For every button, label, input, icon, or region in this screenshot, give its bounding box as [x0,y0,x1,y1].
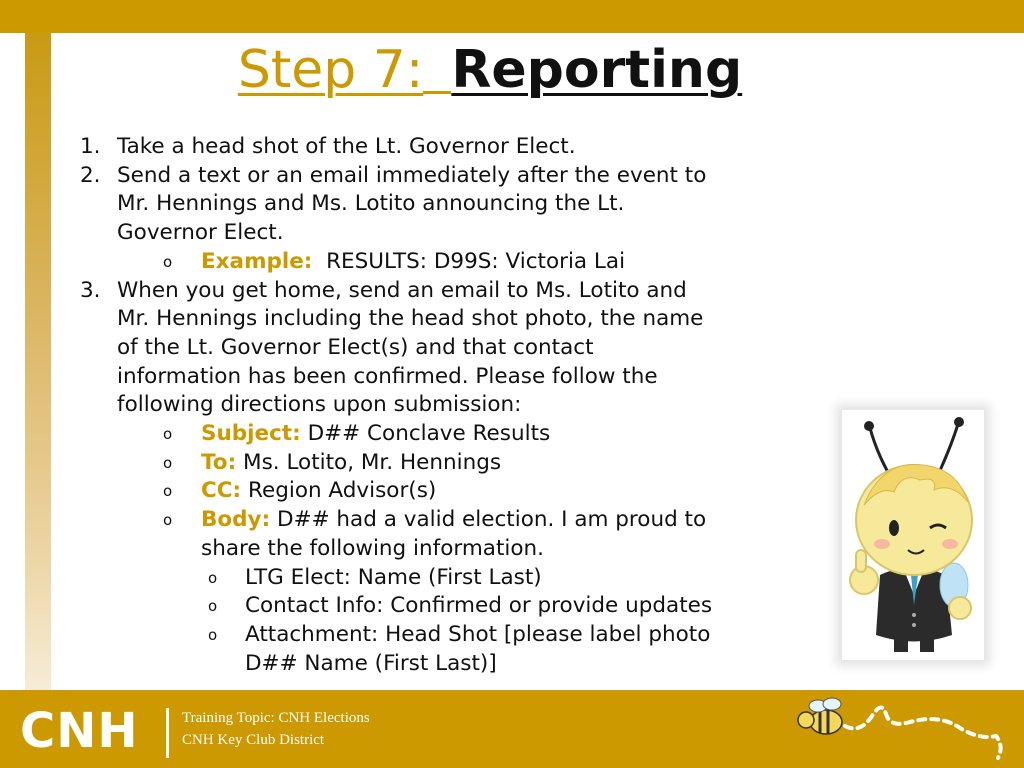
list-item-3-cont: information has been confirmed. Please follow the [117,363,658,389]
to-bullet: o To: Ms. Lotito, Mr. Hennings [163,449,502,475]
footer-line-1: Training Topic: CNH Elections [182,710,370,726]
body-cont: share the following information. [201,535,544,561]
example-label: Example: [201,248,313,274]
top-bar [0,0,1024,33]
list-item-3-cont: of the Lt. Governor Elect(s) and that contact [117,334,594,360]
cnh-logo: CNH [20,703,139,759]
body-subitem: o Attachment: Head Shot [please label photo [208,621,711,647]
title-topic: Reporting [451,40,743,100]
list-item-2-cont: Governor Elect. [117,220,284,246]
slide-title [0,38,980,102]
example-bullet: o Example: RESULTS: D99S: Victoria Lai [163,248,626,274]
list-item-2-cont: Mr. Hennings and Ms. Lotito announcing the Lt. [117,191,625,217]
cc-bullet: o CC: Region Advisor(s) [163,478,437,504]
body-subitem: o LTG Elect: Name (First Last) [208,564,542,590]
bee-trail-icon [790,692,1016,766]
list-item-2: 2. Send a text or an email immediately after the event to [80,162,707,188]
logo-divider [166,708,169,758]
body-bullet: o Body: D## had a valid election. I am proud to [163,507,707,533]
body-subitem: o Contact Info: Confirmed or provide updates [208,593,713,619]
footer-text [182,707,370,751]
mascot-frame [842,410,984,660]
slide-content [80,133,840,678]
title-step: Step 7: [237,40,424,100]
body-subitem-cont: D## Name (First Last)] [245,650,497,676]
footer-line-2: CNH Key Club District [182,732,325,748]
list-item-3-cont: following directions upon submission: [117,392,522,418]
list-item-3: 3. When you get home, send an email to Ms. Lotito and [80,277,687,303]
list-item-3-cont: Mr. Hennings including the head shot photo, the name [117,306,704,332]
bee-mascot-icon [842,410,984,660]
side-stripe [25,33,51,690]
list-item-1: 1. Take a head shot of the Lt. Governor Elect. [80,134,576,159]
subject-bullet: o Subject: D## Conclave Results [163,421,551,447]
